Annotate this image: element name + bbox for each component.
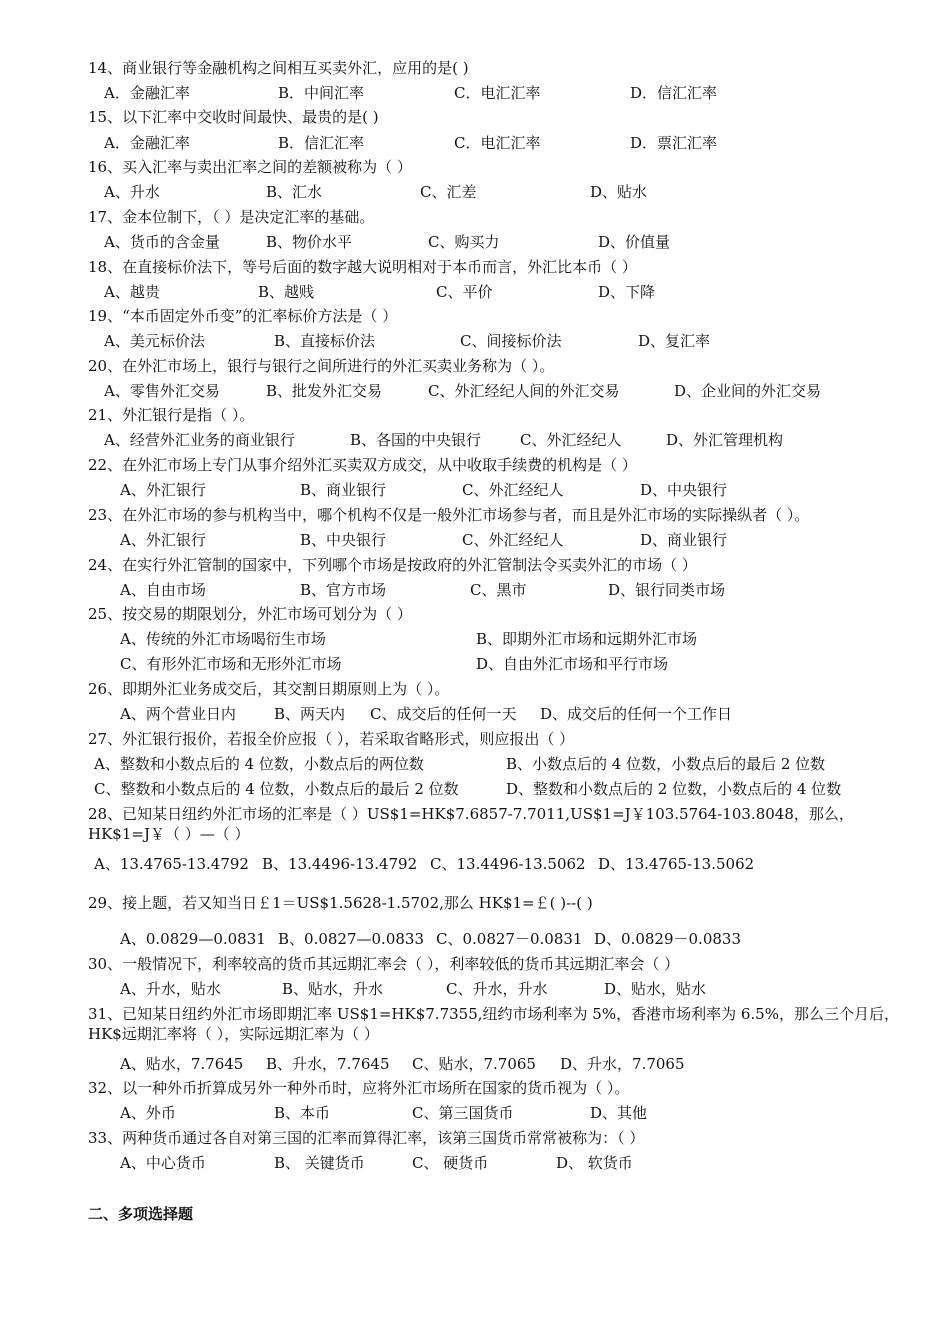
- q28-option-a: A、13.4765-13.4792: [94, 855, 249, 873]
- q19-option-d: D、复汇率: [638, 332, 711, 350]
- q20-option-b: B、批发外汇交易: [266, 382, 383, 400]
- q23-option-d: D、商业银行: [640, 531, 728, 549]
- q14-option-b: B．中间汇率: [278, 84, 365, 102]
- q21-option-d: D、外汇管理机构: [666, 431, 784, 449]
- q27-option-d: D、整数和小数点后的 2 位数，小数点后的 4 位数: [506, 780, 842, 798]
- q31-option-b: B、升水，7.7645: [266, 1055, 390, 1073]
- q25-option-b: B、即期外汇市场和远期外汇市场: [476, 630, 698, 648]
- question-14: 14、商业银行等金融机构之间相互买卖外汇，应用的是( ): [88, 59, 469, 77]
- q29-option-c: C、0.0827－0.0831: [436, 930, 583, 948]
- q16-option-c: C、汇差: [420, 183, 477, 201]
- q22-option-a: A、外汇银行: [120, 481, 206, 499]
- q22-option-d: D、中央银行: [640, 481, 728, 499]
- question-24: 24、在实行外汇管制的国家中，下列哪个市场是按政府的外汇管制法令买卖外汇的市场（ ）: [88, 556, 697, 574]
- question-21: 21、外汇银行是指（ ）。: [88, 406, 255, 424]
- q17-option-a: A、货币的含金量: [104, 233, 220, 251]
- q19-option-c: C、间接标价法: [460, 332, 562, 350]
- q17-option-c: C、购买力: [428, 233, 500, 251]
- q33-option-c: C、 硬货币: [412, 1154, 489, 1172]
- q18-option-d: D、下降: [598, 283, 656, 301]
- q23-option-b: B、中央银行: [300, 531, 387, 549]
- q16-option-d: D、贴水: [590, 183, 648, 201]
- q31-option-c: C、贴水，7.7065: [412, 1055, 536, 1073]
- q18-option-b: B、越贱: [258, 283, 315, 301]
- q30-option-b: B、贴水，升水: [282, 980, 384, 998]
- q32-option-c: C、第三国货币: [412, 1104, 514, 1122]
- q14-option-a: A．金融汇率: [104, 84, 190, 102]
- q15-option-c: C．电汇汇率: [454, 134, 541, 152]
- q21-option-b: B、各国的中央银行: [350, 431, 482, 449]
- q27-option-a: A、整数和小数点后的 4 位数，小数点后的两位数: [94, 755, 424, 773]
- question-32: 32、以一种外币折算成另外一种外币时，应将外汇市场所在国家的货币视为（ ）。: [88, 1079, 630, 1097]
- question-23: 23、在外汇市场的参与机构当中，哪个机构不仅是一般外汇市场参与者，而且是外汇市场的实际操纵者（ ）。: [88, 506, 810, 524]
- q33-option-b: B、 关键货币: [274, 1154, 365, 1172]
- q14-option-c: C．电汇汇率: [454, 84, 541, 102]
- q25-option-a: A、传统的外汇市场喝衍生市场: [120, 630, 326, 648]
- q21-option-a: A、经营外汇业务的商业银行: [104, 431, 295, 449]
- q19-option-b: B、直接标价法: [274, 332, 376, 350]
- q29-option-a: A、0.0829—0.0831: [120, 930, 266, 948]
- q17-option-b: B、物价水平: [266, 233, 353, 251]
- q21-option-c: C、外汇经纪人: [520, 431, 622, 449]
- q32-option-d: D、其他: [590, 1104, 648, 1122]
- q28-option-c: C、13.4496-13.5062: [430, 855, 586, 873]
- q15-option-a: A．金融汇率: [104, 134, 190, 152]
- q18-option-c: C、平价: [436, 283, 493, 301]
- q15-option-b: B．信汇汇率: [278, 134, 365, 152]
- q27-option-b: B、小数点后的 4 位数，小数点后的最后 2 位数: [506, 755, 826, 773]
- q23-option-a: A、外汇银行: [120, 531, 206, 549]
- q25-option-c: C、有形外汇市场和无形外汇市场: [120, 655, 342, 673]
- q26-option-c: C、成交后的任何一天: [370, 705, 517, 723]
- q24-option-d: D、银行同类市场: [608, 581, 726, 599]
- question-16: 16、买入汇率与卖出汇率之间的差额被称为（ ）: [88, 158, 412, 176]
- question-26: 26、即期外汇业务成交后，其交割日期原则上为（ ）。: [88, 680, 450, 698]
- q30-option-a: A、升水，贴水: [120, 980, 221, 998]
- q20-option-a: A、零售外汇交易: [104, 382, 220, 400]
- q14-option-d: D．信汇汇率: [630, 84, 718, 102]
- q27-option-c: C、整数和小数点后的 4 位数，小数点后的最后 2 位数: [94, 780, 459, 798]
- q15-option-d: D．票汇汇率: [630, 134, 718, 152]
- q30-option-c: C、升水，升水: [446, 980, 548, 998]
- q32-option-b: B、本币: [274, 1104, 331, 1122]
- question-31: 31、已知某日纽约外汇市场即期汇率 US$1=HK$7.7355,纽约市场利率为 5%，香港市场利率为 6.5%，那么三个月后，HK$远期汇率将（ ），实际远期汇率为（ ）: [88, 1005, 899, 1043]
- q20-option-c: C、外汇经纪人间的外汇交易: [428, 382, 620, 400]
- q23-option-c: C、外汇经纪人: [462, 531, 564, 549]
- q24-option-a: A、自由市场: [120, 581, 206, 599]
- question-20: 20、在外汇市场上，银行与银行之间所进行的外汇买卖业务称为（ ）。: [88, 357, 555, 375]
- q31-option-a: A、贴水，7.7645: [120, 1055, 244, 1073]
- q26-option-d: D、成交后的任何一个工作日: [540, 705, 733, 723]
- q31-option-d: D、升水，7.7065: [560, 1055, 685, 1073]
- question-17: 17、金本位制下，（ ）是决定汇率的基础。: [88, 208, 375, 226]
- q18-option-a: A、越贵: [104, 283, 160, 301]
- q17-option-d: D、价值量: [598, 233, 671, 251]
- q16-option-a: A、升水: [104, 183, 160, 201]
- q20-option-d: D、企业间的外汇交易: [674, 382, 822, 400]
- q33-option-a: A、中心货币: [120, 1154, 206, 1172]
- q28-option-d: D、13.4765-13.5062: [598, 855, 755, 873]
- question-15: 15、以下汇率中交收时间最快、最贵的是( ): [88, 108, 379, 126]
- q22-option-b: B、商业银行: [300, 481, 387, 499]
- question-29: 29、接上题，若又知当日￡1＝US$1.5628-1.5702,那么 HK$1=￡( )--( ): [88, 894, 593, 912]
- q29-option-d: D、0.0829－0.0833: [594, 930, 741, 948]
- question-30: 30、一般情况下，利率较高的货币其远期汇率会（ ），利率较低的货币其远期汇率会（ ）: [88, 955, 680, 973]
- question-22: 22、在外汇市场上专门从事介绍外汇买卖双方成交，从中收取手续费的机构是（ ）: [88, 456, 637, 474]
- q24-option-b: B、官方市场: [300, 581, 387, 599]
- q33-option-d: D、 软货币: [556, 1154, 633, 1172]
- question-27: 27、外汇银行报价，若报全价应报（ ），若采取省略形式，则应报出（ ）: [88, 730, 575, 748]
- q26-option-a: A、两个营业日内: [120, 705, 236, 723]
- q22-option-c: C、外汇经纪人: [462, 481, 564, 499]
- question-18: 18、在直接标价法下，等号后面的数字越大说明相对于本币而言，外汇比本币（ ）: [88, 258, 637, 276]
- q30-option-d: D、贴水，贴水: [604, 980, 707, 998]
- q19-option-a: A、美元标价法: [104, 332, 205, 350]
- q32-option-a: A、外币: [120, 1104, 176, 1122]
- question-28: 28、已知某日纽约外汇市场的汇率是（ ）US$1=HK$7.6857-7.7011,US$1=J￥103.5764-103.8048，那么，HK$1=J￥（ ）—（ ）: [88, 805, 854, 843]
- q16-option-b: B、汇水: [266, 183, 323, 201]
- question-33: 33、两种货币通过各自对第三国的汇率而算得汇率，该第三国货币常常被称为：（ ）: [88, 1129, 645, 1147]
- q25-option-d: D、自由外汇市场和平行市场: [476, 655, 669, 673]
- question-25: 25、按交易的期限划分，外汇市场可划分为（ ）: [88, 605, 412, 623]
- question-19: 19、“本币固定外币变”的汇率标价方法是（ ）: [88, 307, 398, 325]
- section-heading: 二、多项选择题: [88, 1205, 194, 1223]
- q29-option-b: B、0.0827—0.0833: [278, 930, 424, 948]
- q26-option-b: B、两天内: [274, 705, 346, 723]
- q24-option-c: C、黑市: [470, 581, 527, 599]
- q28-option-b: B、13.4496-13.4792: [262, 855, 418, 873]
